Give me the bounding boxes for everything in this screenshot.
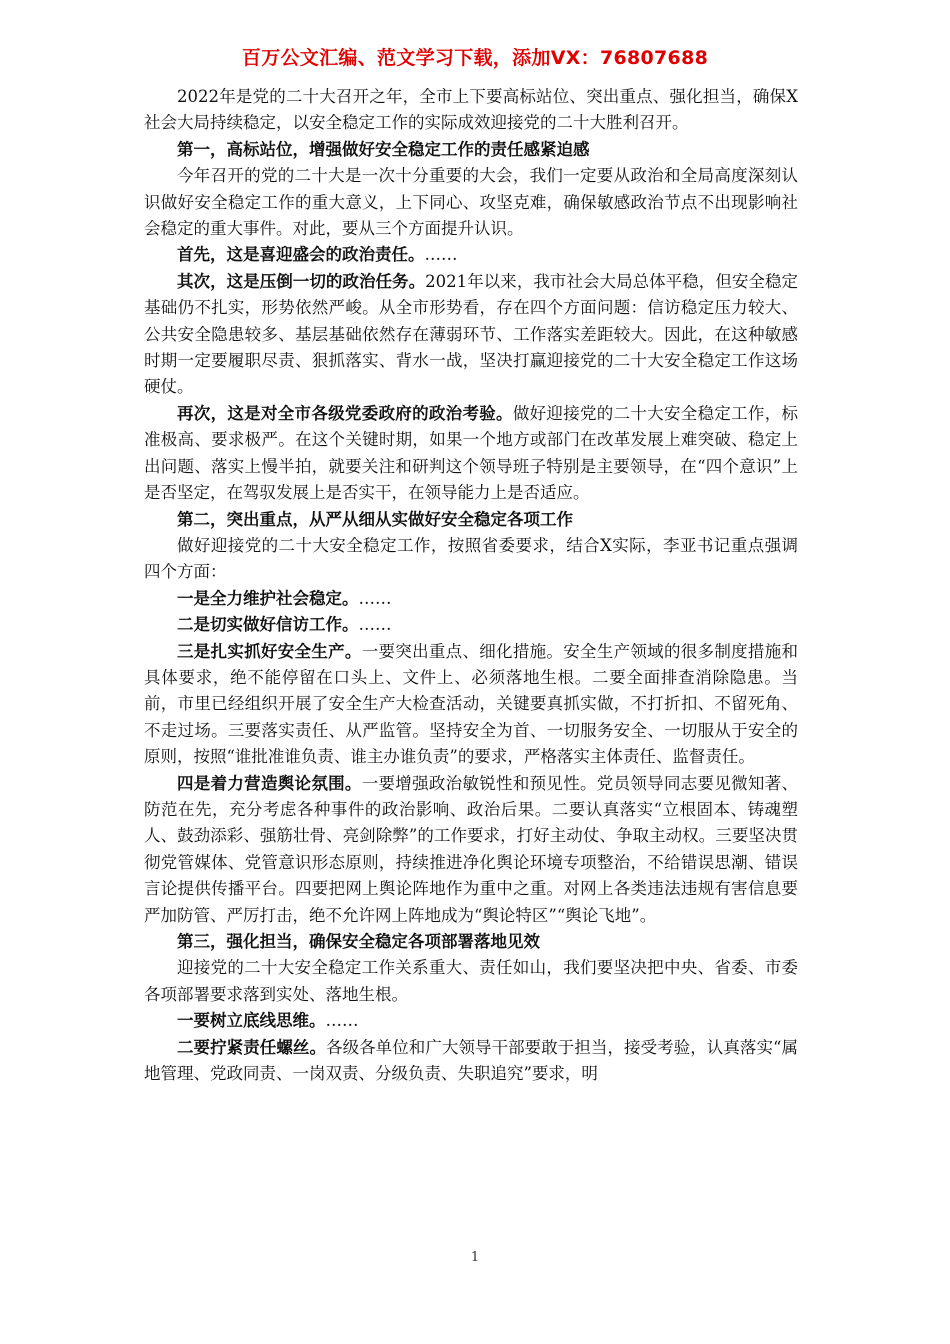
section-2-point-3 bbox=[144, 639, 798, 771]
point-lead: 二是切实做好信访工作。 bbox=[177, 615, 359, 635]
point-text: 做好迎接党的二十大安全稳定工作，标准极高、要求极严。在这个关键时期，如果一个地方或部门在改革发展上难突破、稳定上出问题、落实上慢半拍，就要关注和研判这个领导班子特别是主要领导，在“四个意识”上是否坚定，在驾驭发展上是否实干，在领导能力上是否适应。 bbox=[144, 403, 799, 503]
point-lead: 一是全力维护社会稳定。 bbox=[177, 588, 359, 608]
section-1-intro: 今年召开的党的二十大是一次十分重要的大会，我们一定要从政治和全局高度深刻认识做好安全稳定工作的重大意义，上下同心、攻坚克难，确保敏感政治节点不出现影响社会稳定的重大事件。对此，要从三个方面提升认识。 bbox=[144, 166, 798, 239]
section-3-heading: 第三，强化担当，确保安全稳定各项部署落地见效 bbox=[177, 932, 540, 951]
page-number: 1 bbox=[470, 1250, 480, 1265]
point-lead: 首先，这是喜迎盛会的政治责任。 bbox=[177, 245, 425, 265]
point-text: …… bbox=[358, 615, 392, 635]
section-2-point-1 bbox=[144, 586, 798, 612]
watermark-banner: 百万公文汇编、范文学习下载，添加VX：76807688 bbox=[241, 47, 709, 69]
document-body bbox=[144, 84, 798, 1087]
section-2-point-2 bbox=[144, 612, 798, 638]
section-3-point-2 bbox=[144, 1035, 798, 1088]
section-3-point-1 bbox=[144, 1008, 798, 1034]
point-lead: 四是着力营造舆论氛围。 bbox=[177, 773, 362, 793]
section-2-heading: 第二，突出重点，从严从细从实做好安全稳定各项工作 bbox=[177, 509, 573, 529]
intro-paragraph: 2022年是党的二十大召开之年，全市上下要高标站位、突出重点、强化担当，确保X社会大局持续稳定，以安全稳定工作的实际成效迎接党的二十大胜利召开。 bbox=[144, 87, 798, 133]
point-lead: 二要拧紧责任螺丝。 bbox=[177, 1037, 327, 1057]
point-text: 各级各单位和广大领导干部要敢于担当，接受考验，认真落实“属地管理、党政同责、一岗双责、分级负责、失职追究”要求，明 bbox=[144, 1037, 799, 1084]
section-1-point-2 bbox=[144, 269, 798, 401]
point-text: …… bbox=[424, 245, 458, 265]
section-2-intro: 做好迎接党的二十大安全稳定工作，按照省委要求，结合X实际，李亚书记重点强调四个方面： bbox=[144, 535, 798, 582]
point-lead: 三是扎实抓好安全生产。 bbox=[177, 641, 362, 661]
point-lead: 一要树立底线思维。 bbox=[177, 1011, 326, 1031]
point-lead: 其次，这是压倒一切的政治任务。 bbox=[177, 271, 426, 291]
section-3-intro: 迎接党的二十大安全稳定工作关系重大、责任如山，我们要坚决把中央、省委、市委各项部署要求落到实处、落地生根。 bbox=[144, 958, 798, 1004]
section-1-heading: 第一，高标站位，增强做好安全稳定工作的责任感紧迫感 bbox=[177, 139, 590, 159]
section-1-point-1 bbox=[144, 242, 798, 268]
point-text: 一要增强政治敏锐性和预见性。党员领导同志要见微知著、防范在先，充分考虑各种事件的政治影响、政治后果。二要认真落实“立根固本、铸魂塑人、鼓劲添彩、强筋壮骨、亮剑除弊”的工作要求，打好主动仗、争取主动权。三要坚决贯彻党管媒体、党管意识形态原则，持续推进净化舆论环境专项整治，不给错误思潮、错误言论提供传播平台。四要把网上舆论阵地作为重中之重。对网上各类违法违规有害信息要严加防管、严厉打击，绝不允许网上阵地成为“舆论特区”“舆论飞地”。 bbox=[144, 773, 799, 925]
point-text: …… bbox=[325, 1011, 359, 1031]
point-text: 2021年以来，我市社会大局总体平稳，但安全稳定基础仍不扎实，形势依然严峻。从全市形势看，存在四个方面问题：信访稳定压力较大、公共安全隐患较多、基层基础依然存在薄弱环节、工作落实差距较大。因此，在这种敏感时期一定要履职尽责、狠抓落实、背水一战，坚决打赢迎接党的二十大安全稳定工作这场硬仗。 bbox=[144, 271, 799, 397]
section-2-point-4 bbox=[144, 771, 798, 929]
point-text: 一要突出重点、细化措施。安全生产领域的很多制度措施和具体要求，绝不能停留在口头上、文件上、必须落地生根。二要全面排查消除隐患。当前，市里已经组织开展了安全生产大检查活动，关键要真抓实做，不打折扣、不留死角、不走过场。三要落实责任、从严监管。坚持安全为首、一切服务安全、一切服从于安全的原则，按照“谁批准谁负责、谁主办谁负责”的要求，严格落实主体责任、监督责任。 bbox=[144, 641, 799, 767]
section-1-point-3 bbox=[144, 401, 798, 507]
point-lead: 再次，这是对全市各级党委政府的政治考验。 bbox=[177, 403, 513, 423]
point-text: …… bbox=[358, 588, 392, 608]
